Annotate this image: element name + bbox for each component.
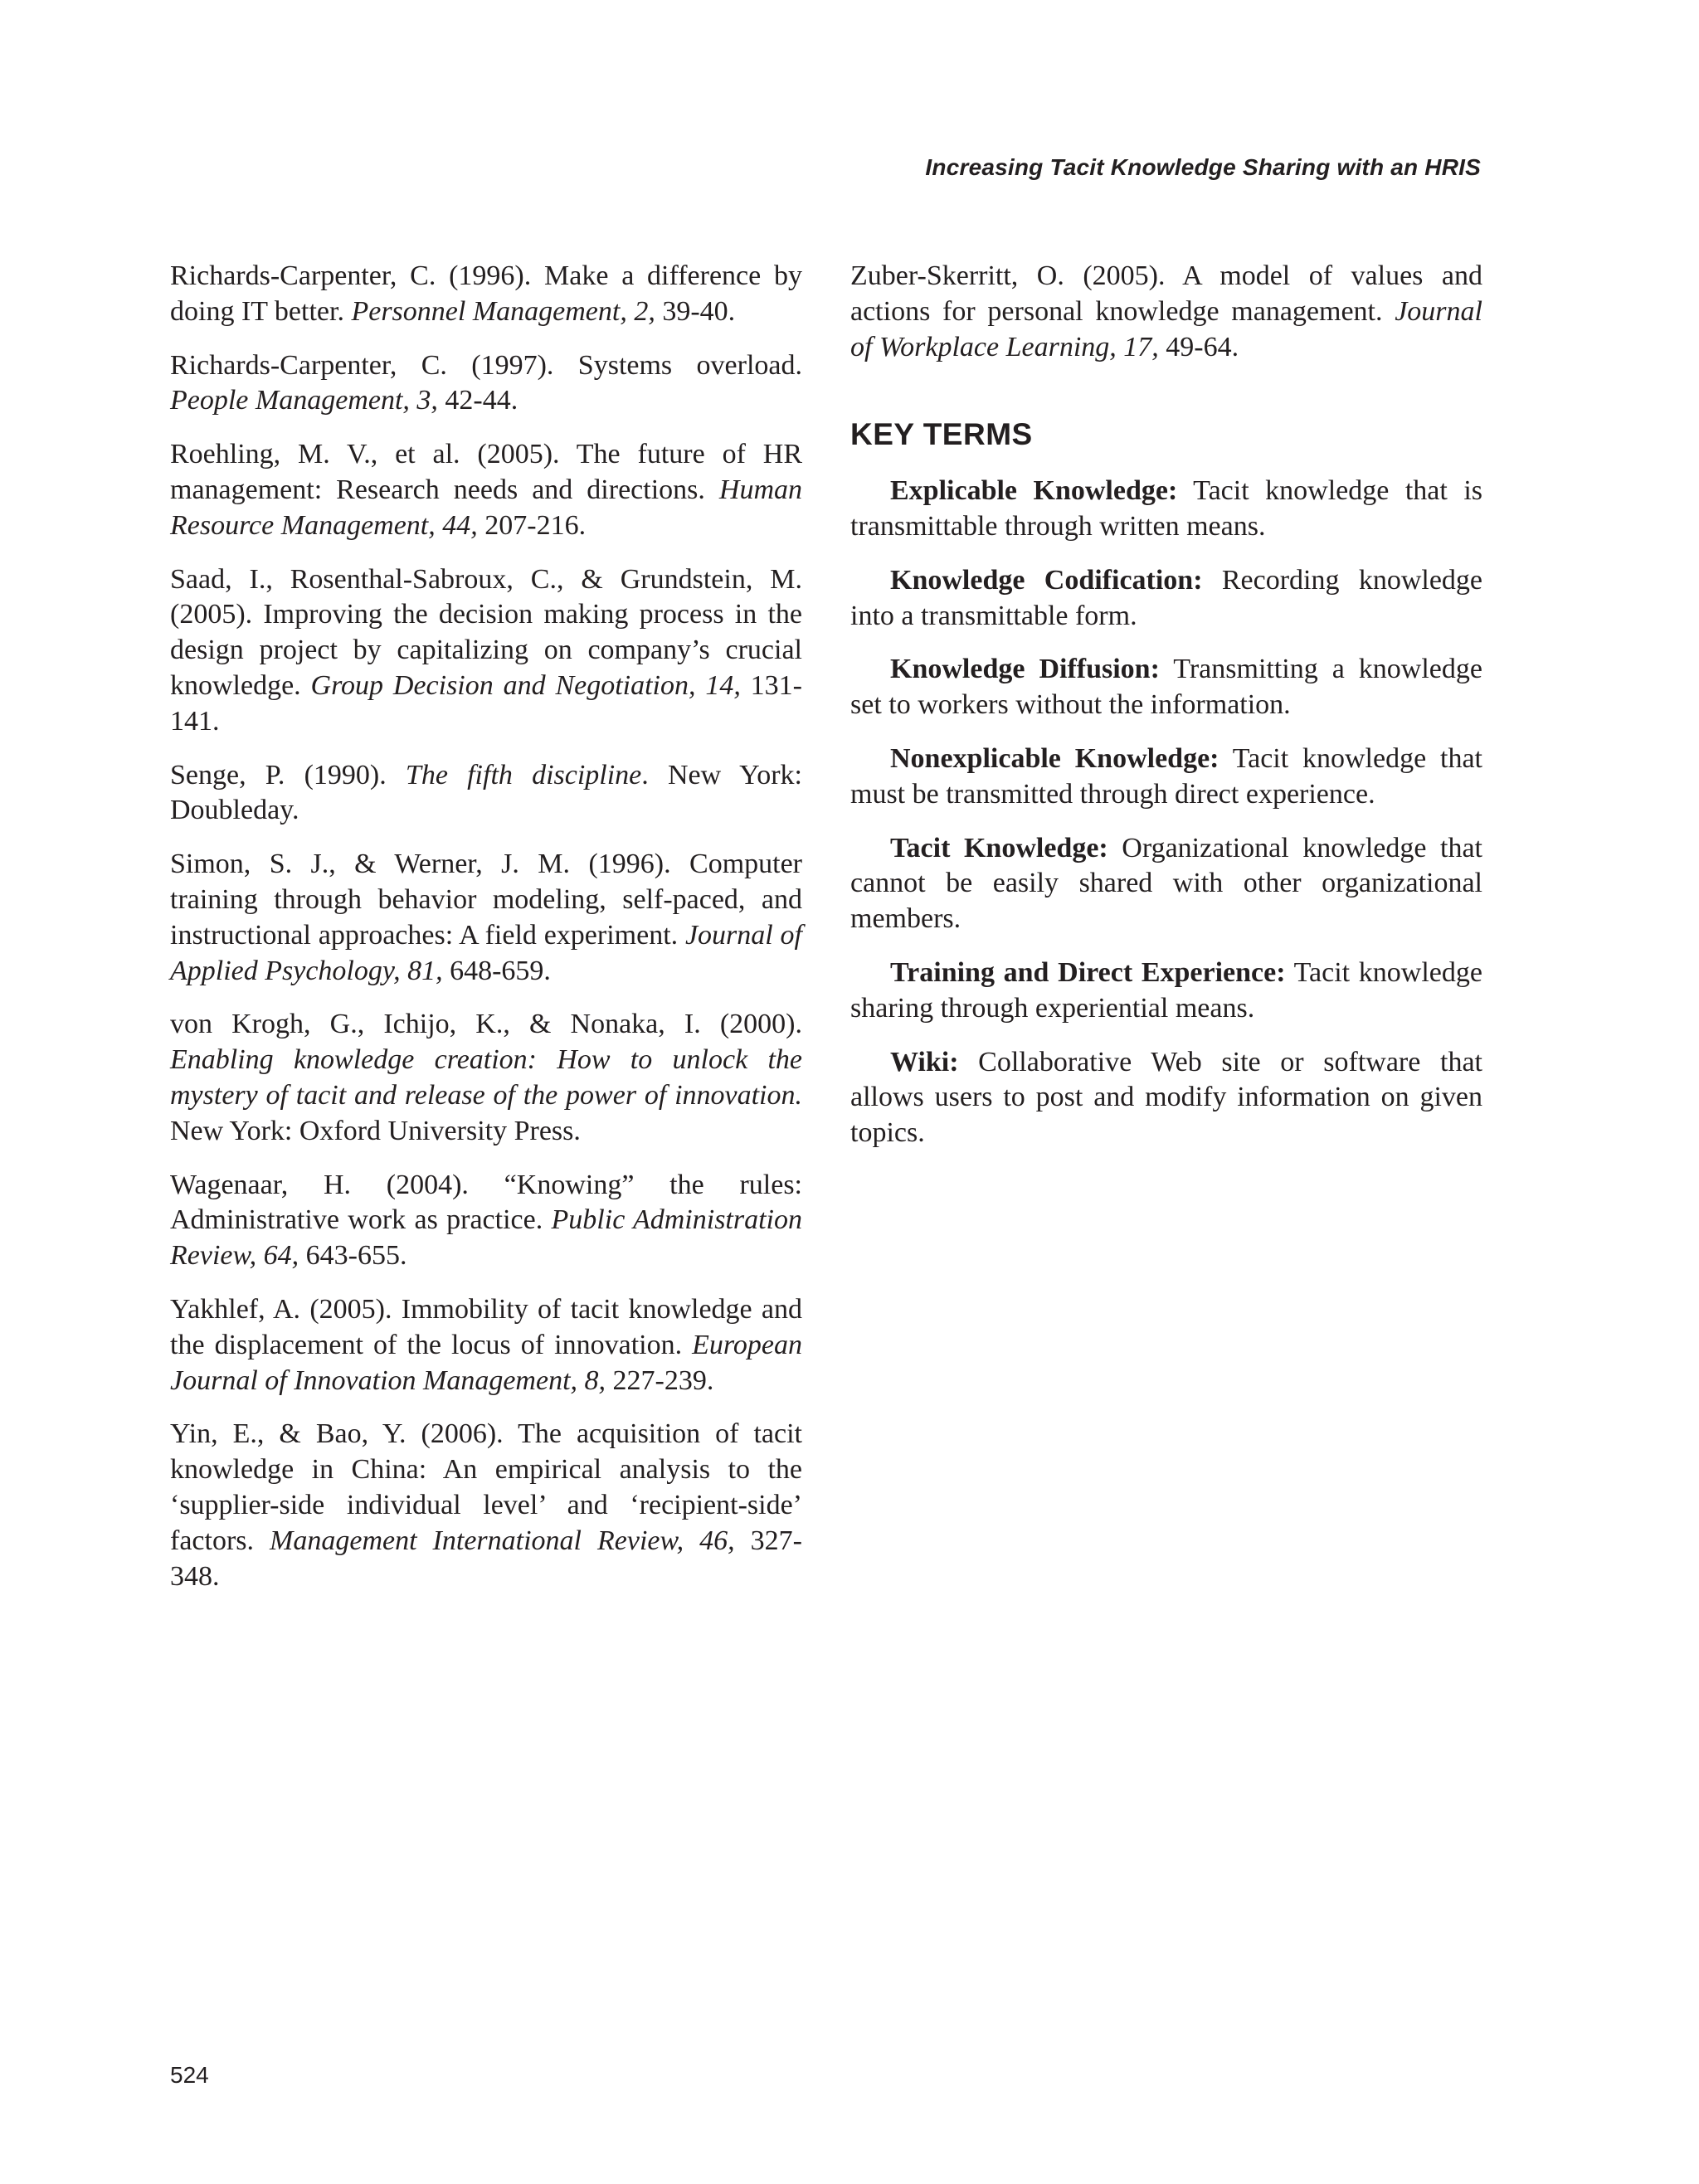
key-term-entry: Nonexplicable Knowledge: Tacit knowledge that must be transmitted through direct experience. [850, 742, 1482, 810]
page-number: 524 [170, 2062, 209, 2088]
key-term-entry: Explicable Knowledge: Tacit knowledge that is transmittable through written means. [850, 475, 1482, 542]
reference-entry: Yakhlef, A. (2005). Immobility of tacit knowledge and the displacement of the locus of innovation. European Journal of Innovation Management, 8, 227-239. [170, 1293, 802, 1396]
key-terms-heading: KEY TERMS [850, 417, 1033, 452]
key-term-entry: Training and Direct Experience: Tacit knowledge sharing through experiential means. [850, 956, 1482, 1024]
reference-entry: von Krogh, G., Ichijo, K., & Nonaka, I. (2000). Enabling knowledge creation: How to unlock the mystery of tacit and release of the power of innovation. New York: Oxford University Press. [170, 1009, 802, 1146]
reference-entry: Wagenaar, H. (2004). “Knowing” the rules: Administrative work as practice. Public Administration Review, 64, 643-655. [170, 1169, 803, 1272]
reference-entry: Senge, P. (1990). The fifth discipline. New York: Doubleday. [170, 759, 802, 826]
reference-entry: Richards-Carpenter, C. (1996). Make a difference by doing IT better. Personnel Management, 2, 39-40. [170, 260, 802, 327]
reference-entry: Yin, E., & Bao, Y. (2006). The acquisition of tacit knowledge in China: An empirical analysis to the ‘supplier-side individual level’ and ‘recipient-side’ factors. Management International Review, 46, 327-348. [170, 1418, 802, 1592]
key-term-entry: Tacit Knowledge: Organizational knowledge that cannot be easily shared with other organizational members. [850, 832, 1483, 935]
key-term-entry: Knowledge Codification: Recording knowledge into a transmittable form. [850, 564, 1483, 631]
running-head: Increasing Tacit Knowledge Sharing with an HRIS [925, 154, 1481, 180]
references-left-column [170, 259, 802, 1594]
key-term-entry: Knowledge Diffusion: Transmitting a knowledge set to workers without the information. [850, 654, 1482, 721]
reference-entry: Simon, S. J., & Werner, J. M. (1996). Computer training through behavior modeling, self-paced, and instructional approaches: A field experiment. Journal of Applied Psychology, 81, 648-659. [170, 849, 803, 986]
reference-entry: Saad, I., Rosenthal-Sabroux, C., & Grundstein, M. (2005). Improving the decision making process in the design project by capitalizing on company’s crucial knowledge. Group Decision and Negotiation, 14, 131-141. [170, 563, 803, 737]
key-term-entry: Wiki: Collaborative Web site or software that allows users to post and modify information on given topics. [850, 1046, 1482, 1149]
reference-entry: Zuber-Skerritt, O. (2005). A model of values and actions for personal knowledge management. Journal of Workplace Learning, 17, 49-64. [850, 260, 1482, 362]
reference-entry: Roehling, M. V., et al. (2005). The future of HR management: Research needs and directions. Human Resource Management, 44, 207-216. [170, 439, 802, 541]
reference-entry: Richards-Carpenter, C. (1997). Systems overload. People Management, 3, 42-44. [170, 349, 802, 416]
right-column [850, 259, 1482, 1170]
